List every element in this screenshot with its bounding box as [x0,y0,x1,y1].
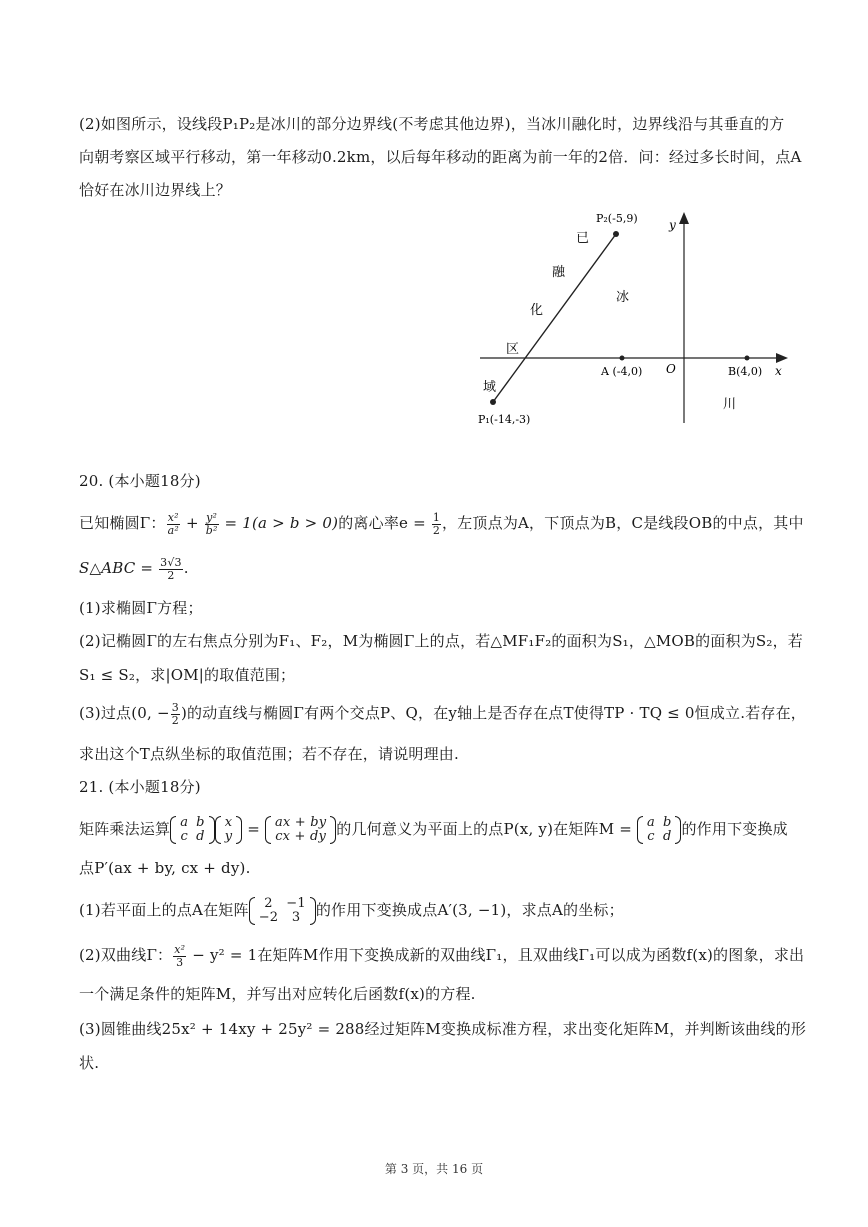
p1-label: P₁(-14,-3) [478,413,531,426]
q21-part3-line1: (3)圆锥曲线25x² + 14xy + 25y² = 288经过矩阵M变换成标准方程，求出变化矩阵M，并判断该曲线的形 [79,1020,807,1038]
region-char-3: 化 [530,303,544,318]
a-label: A (-4,0) [601,365,643,378]
q21-part3-line2: 状. [79,1054,100,1072]
frac-y2-b2: $\frac{\text{y²}}{\text{b²}}$ [205,510,218,537]
q21-p1-a: (1)若平面上的点A在矩阵 [79,901,249,919]
q20-header: 20. (本小题18分) [79,472,201,490]
x-axis-label: x [775,364,782,378]
point-p2 [613,231,619,237]
region-char-5: 域 [483,380,497,395]
q20-stem-b: 的离心率e = [338,514,431,532]
p2-label: P₂(-5,9) [596,212,638,225]
region-char-2: 融 [552,265,566,280]
q21-header: 21. (本小题18分) [79,778,201,796]
q20-stem-c: ，左顶点为A，下顶点为B，C是线段OB的中点，其中 [442,514,804,532]
point-a [620,356,625,361]
q20-area-label: S△ABC = [79,559,159,577]
q20-part3-line1 [79,698,807,728]
q19-part2-line2: 向朝考察区域平行移动，第一年移动0.2km，以后每年移动的距离为前一年的2倍．问：经过多长时间，点A [79,148,802,166]
q20-part3-line2: 求出这个T点纵坐标的取值范围；若不存在，请说明理由. [79,745,459,763]
frac-x2-a2: $\frac{\text{x²}}{\text{a²}}$ [167,510,179,537]
region-char-4: 区 [506,342,520,357]
q21-stem-c: 的作用下变换成 [681,820,788,838]
x-axis-arrow [776,353,788,363]
q21-part2-line2: 一个满足条件的矩阵M，并写出对应转化后函数f(x)的方程. [79,985,476,1003]
glacier-figure [470,205,800,435]
q19-part2-line3: 恰好在冰川边界线上？ [79,181,232,199]
q21-p2-b: − y² = 1在矩阵M作用下变换成新的双曲线Γ₁，且双曲线Γ₁可以成为函数f(x)的图象，求出 [187,946,805,964]
q21-stem-b: 的几何意义为平面上的点P(x, y)在矩阵M = [336,820,637,838]
q20-part2-line2: S₁ ≤ S₂，求|OM|的取值范围； [79,666,296,684]
point-b [745,356,750,361]
frac-x2-3: $\frac{\text{x²}}{3}$ [174,942,186,969]
q21-part1 [79,893,799,927]
q21-p1-b: 的作用下变换成点A′(3, −1)，求点A的坐标； [315,901,624,919]
matrix-abcd: a b c d [170,816,214,844]
vector-result: ax + by cx + dy [265,816,336,844]
q21-stem-line2: 点P′(ax + by, cx + dy). [79,859,251,877]
point-p1 [490,399,496,405]
page-footer: 第 3 页，共 16 页 [384,1162,484,1176]
q20-p3-a: (3)过点(0, − [79,704,170,722]
q21-part2-line1 [79,940,805,970]
q20-stem-a: 已知椭圆Γ： [79,514,166,532]
q20-p3-b: )的动直线与椭圆Γ有两个交点P、Q，在y轴上是否存在点T使得TP · TQ ≤ 0恒成立.若存在， [180,704,807,722]
segment-p1p2 [493,234,616,402]
q21-stem-a: 矩阵乘法运算 [79,820,171,838]
y-axis-arrow [679,212,689,224]
q19-part2-line1: (2)如图所示，设线段P₁P₂是冰川的部分边界线(不考虑其他边界)，当冰川融化时，边界线沿与其垂直的方 [79,115,785,133]
q21-p2-a: (2)双曲线Γ： [79,946,173,964]
region-char-1: 已 [576,231,590,246]
matrix-2-neg1-neg2-3: 2 −1 −2 3 [249,897,316,925]
river-label: 川 [723,397,737,412]
q20-part1: (1)求椭圆Γ方程； [79,599,203,617]
frac-one-half: $\frac{1}{2}$ [432,510,441,537]
b-label: B(4,0) [728,365,763,378]
matrix-m: a b c d [637,816,681,844]
q20-stem: 已知椭圆Γ： $\frac{\text{x²}}{\text{a²}}$ + $\frac{\text{y²}}{\text{b²}}$ = 1(a > b > 0)的离心率e = $\frac{1}{2}$ ，左顶点为A，下顶点为B，C是线段OB的中点，其中 [79,510,804,537]
frac-3-2: $\frac{3}{2}$ [171,700,179,727]
y-axis-label: y [669,218,676,232]
ice-label: 冰 [616,290,630,305]
q20-part2-line1: (2)记椭圆Γ的左右焦点分别为F₁、F₂，M为椭圆Γ上的点，若△MF₁F₂的面积为S₁，△MOB的面积为S₂，若 [79,632,803,650]
frac-3sqrt3-2: $\frac{3√3}{2}$ [160,555,182,582]
vector-xy: x y [215,816,243,844]
origin-label: O [666,362,676,376]
q21-stem: 矩阵乘法运算 a b c d x y = ax + by cx + dy 的几何意义为平面上的点P(x, y)在矩阵M = a b c d 的作用下变换成 [79,815,788,844]
q20-area: S△ABC = $\frac{3√3}{2}$ . [79,555,189,582]
